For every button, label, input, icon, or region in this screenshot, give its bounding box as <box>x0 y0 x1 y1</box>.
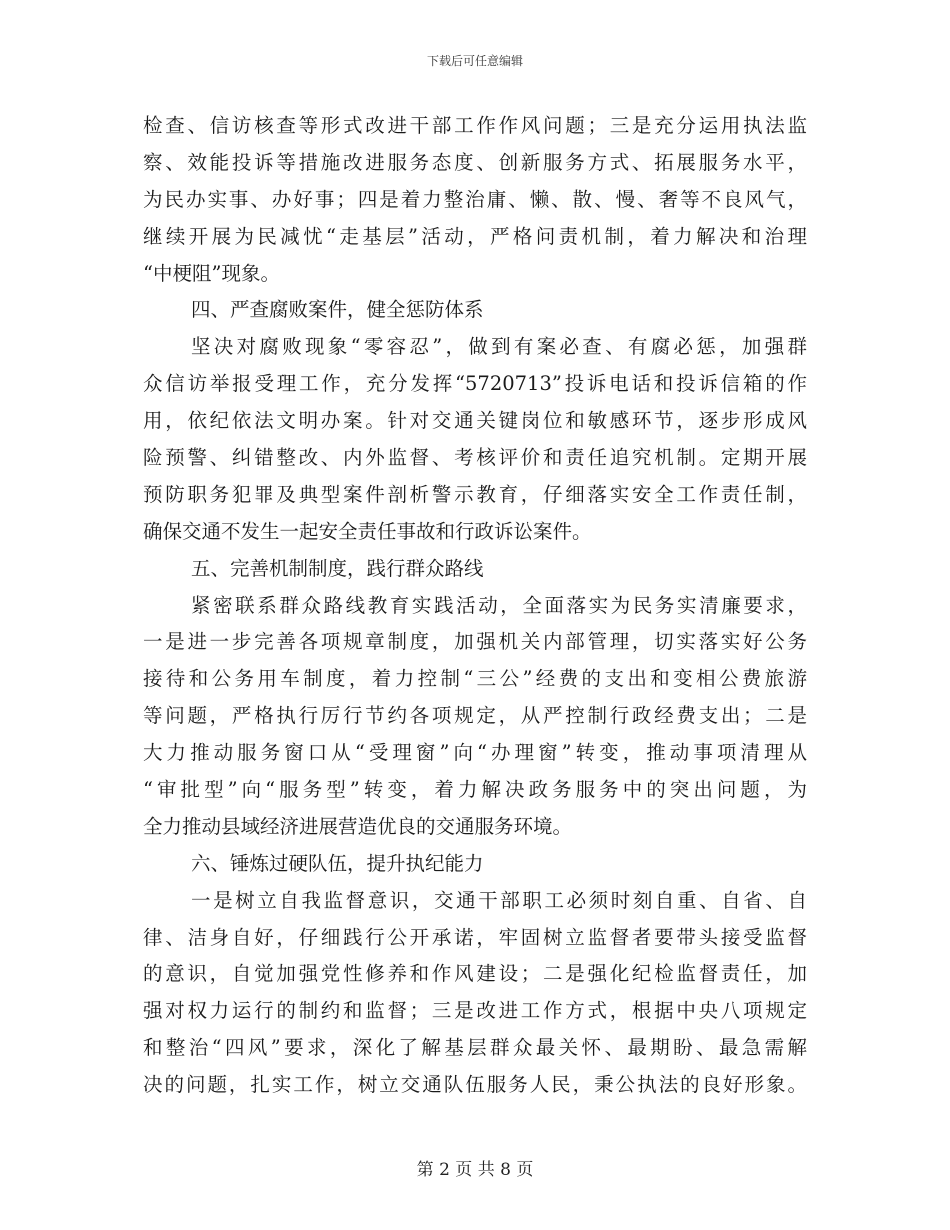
text-line: 等问题，严格执行厉行节约各项规定，从严控制行政经费支出；二是 <box>143 704 807 728</box>
text-line: 一是进一步完善各项规章制度，加强机关内部管理，切实落实好公务 <box>143 630 807 654</box>
text-line: 确保交通不发生一起安全责任事故和行政诉讼案件。 <box>143 519 592 543</box>
text-line: 预防职务犯罪及典型案件剖析警示教育，仔细落实安全工作责任制， <box>143 482 807 506</box>
text-line: “审批型”向“服务型”转变，着力解决政务服务中的突出问题，为 <box>143 778 807 802</box>
text-line: 和整治“四风”要求，深化了解基层群众最关怀、最期盼、最急需解 <box>143 1036 807 1060</box>
text-line: 的意识，自觉加强党性修养和作风建设；二是强化纪检监督责任，加 <box>143 962 807 986</box>
text-line: 用，依纪依法文明办案。针对交通关键岗位和敏感环节，逐步形成风 <box>143 409 807 433</box>
text-line: 决的问题，扎实工作，树立交通队伍服务人民，秉公执法的良好形象。 <box>143 1073 807 1097</box>
text-line: 为民办实事、办好事；四是着力整治庸、懒、散、慢、奢等不良风气， <box>143 187 807 211</box>
text-line: 险预警、纠错整改、内外监督、考核评价和责任追究机制。定期开展 <box>143 446 807 470</box>
section-heading: 四、严查腐败案件，健全惩防体系 <box>191 298 484 322</box>
text-line: “中梗阻”现象。 <box>143 261 280 285</box>
text-line: 继续开展为民减忧“走基层”活动，严格问责机制，着力解决和治理 <box>143 224 807 248</box>
text-line: 接待和公务用车制度，着力控制“三公”经费的支出和变相公费旅游 <box>143 667 807 691</box>
text-line: 察、效能投诉等措施改进服务态度、创新服务方式、拓展服务水平， <box>143 150 807 174</box>
section-heading: 六、锤炼过硬队伍，提升执纪能力 <box>191 851 484 875</box>
text-line: 众信访举报受理工作，充分发挥“5720713”投诉电话和投诉信箱的作 <box>143 372 807 396</box>
text-line: 紧密联系群众路线教育实践活动，全面落实为民务实清廉要求， <box>191 593 807 617</box>
text-line: 一是树立自我监督意识，交通干部职工必须时刻自重、自省、自 <box>191 888 807 912</box>
page-footer: 第 2 页 共 8 页 <box>416 1160 534 1180</box>
text-line: 大力推动服务窗口从“受理窗”向“办理窗”转变，推动事项清理从 <box>143 741 807 765</box>
text-line: 坚决对腐败现象“零容忍”，做到有案必查、有腐必惩，加强群 <box>191 335 807 359</box>
page-header: 下载后可任意编辑 <box>426 54 523 68</box>
section-heading: 五、完善机制制度，践行群众路线 <box>191 556 484 580</box>
text-line: 检查、信访核查等形式改进干部工作作风问题；三是充分运用执法监 <box>143 114 807 137</box>
text-line: 律、洁身自好，仔细践行公开承诺，牢固树立监督者要带头接受监督 <box>143 925 807 949</box>
text-line: 全力推动县域经济进展营造优良的交通服务环境。 <box>143 814 573 838</box>
text-line: 强对权力运行的制约和监督；三是改进工作方式，根据中央八项规定 <box>143 999 807 1023</box>
document-body <box>143 108 807 1104</box>
